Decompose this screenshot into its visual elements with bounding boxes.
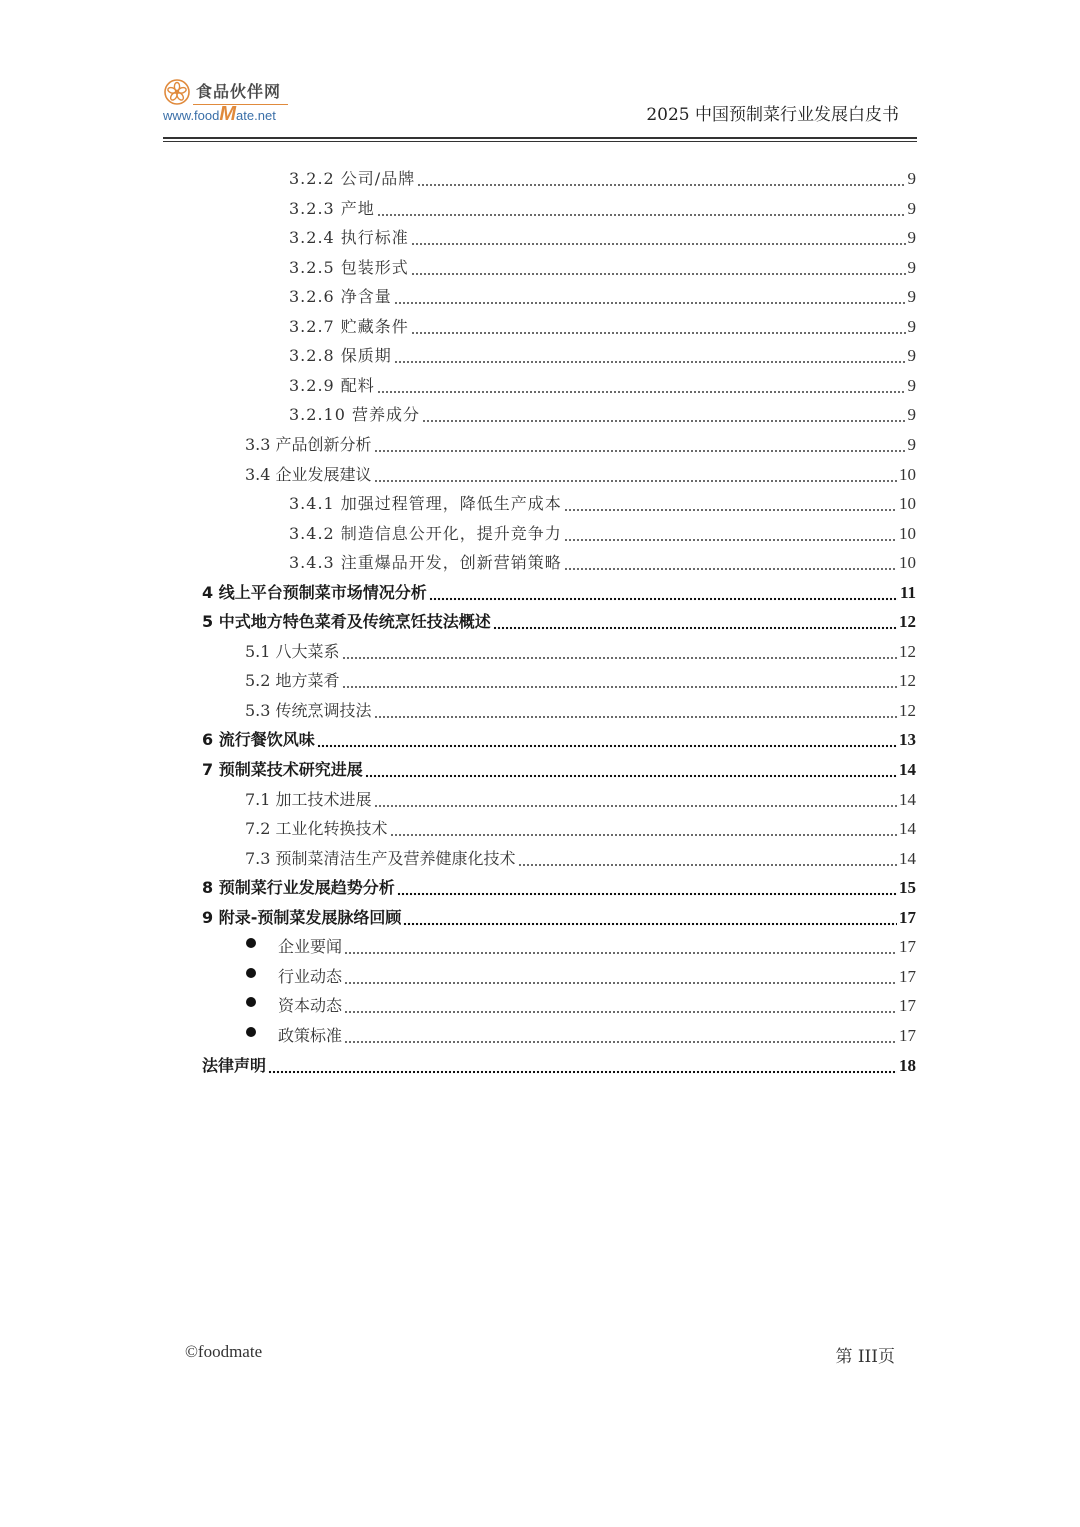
toc-entry[interactable] [202, 756, 916, 780]
toc-entry-label: 法律声明 [202, 1056, 267, 1075]
toc-entry-page: 13 [899, 730, 916, 749]
toc-entry-page: 17 [899, 996, 916, 1015]
toc-entry-page: 9 [907, 435, 916, 454]
toc-entry-page: 17 [899, 908, 916, 927]
toc-dot-leader [342, 640, 897, 660]
toc-dot-leader [417, 167, 905, 187]
toc-entry-page: 9 [907, 228, 916, 247]
toc-entry-label: 3.2.5 包装形式 [289, 258, 409, 277]
toc-entry[interactable] [289, 224, 916, 248]
toc-entry-page: 10 [899, 465, 916, 484]
toc-entry-page: 9 [907, 405, 916, 424]
toc-entry[interactable] [245, 697, 916, 721]
toc-entry-text: 企业要闻 [278, 937, 343, 956]
toc-entry[interactable] [245, 461, 916, 485]
logo-url-suffix: ate.net [236, 108, 276, 123]
flower-emblem-icon [164, 79, 190, 105]
toc-entry-page: 9 [907, 169, 916, 188]
footer-copyright: ©foodmate [185, 1342, 263, 1361]
toc-entry-page: 17 [899, 1026, 916, 1045]
toc-entry-label: 3.2.7 贮藏条件 [289, 317, 409, 336]
page-header [163, 76, 917, 140]
logo-url-mid: M [219, 103, 237, 125]
toc-entry-page: 12 [899, 701, 916, 720]
toc-entry-page: 14 [899, 819, 916, 838]
toc-entry-label: 3.4 企业发展建议 [245, 465, 372, 484]
toc-entry[interactable] [289, 165, 916, 189]
toc-entry-page: 12 [899, 612, 916, 631]
toc-entry-label: 9 附录-预制菜发展脉络回顾 [202, 908, 402, 927]
toc-entry-label: 7 预制菜技术研究进展 [202, 760, 363, 779]
toc-dot-leader [411, 315, 906, 335]
toc-entry-label: 3.4.3 注重爆品开发，创新营销策略 [289, 553, 562, 572]
header-rule-thick [163, 137, 917, 139]
toc-entry-page: 17 [899, 967, 916, 986]
toc-entry[interactable] [245, 845, 916, 869]
toc-entry[interactable] [202, 1052, 916, 1076]
toc-entry-text: 资本动态 [278, 996, 343, 1015]
toc-dot-leader [342, 669, 897, 689]
bullet-icon [246, 938, 256, 948]
toc-dot-leader [411, 226, 906, 246]
toc-entry[interactable] [245, 815, 916, 839]
toc-entry-label: 3.2.8 保质期 [289, 346, 392, 365]
toc-entry-label: 3.2.2 公司/品牌 [289, 169, 416, 188]
document-title: 2025 中国预制菜行业发展白皮书 [646, 105, 899, 125]
toc-entry-page: 15 [899, 878, 916, 897]
toc-entry-text: 行业动态 [278, 967, 343, 986]
toc-entry-label: 8 预制菜行业发展趋势分析 [202, 878, 395, 897]
logo-url [163, 103, 276, 125]
toc-entry[interactable] [202, 579, 916, 603]
toc-dot-leader [317, 728, 897, 748]
toc-entry[interactable] [246, 963, 916, 987]
toc-dot-leader [374, 788, 897, 808]
toc-entry[interactable] [246, 1022, 916, 1046]
toc-dot-leader [394, 285, 906, 305]
toc-dot-leader [493, 610, 897, 630]
toc-entry-label: 3.2.3 产地 [289, 199, 375, 218]
toc-entry-text: 政策标准 [278, 1026, 343, 1045]
toc-dot-leader [403, 906, 897, 926]
toc-dot-leader [394, 344, 906, 364]
toc-entry-page: 9 [907, 376, 916, 395]
toc-entry[interactable] [289, 372, 916, 396]
toc-dot-leader [422, 403, 906, 423]
toc-entry[interactable] [289, 313, 916, 337]
toc-entry-label: 7.1 加工技术进展 [245, 790, 372, 809]
toc-entry-label: 3.2.4 执行标准 [289, 228, 409, 247]
toc-entry[interactable] [245, 431, 916, 455]
toc-dot-leader [564, 492, 897, 512]
toc-entry[interactable] [245, 667, 916, 691]
toc-dot-leader [374, 463, 897, 483]
toc-dot-leader [344, 965, 897, 985]
toc-entry-page: 9 [907, 258, 916, 277]
toc-entry-page: 18 [899, 1056, 916, 1075]
logo-divider [193, 104, 288, 105]
toc-entry-label: 5.3 传统烹调技法 [245, 701, 372, 720]
toc-dot-leader [344, 935, 897, 955]
toc-entry[interactable] [289, 549, 916, 573]
toc-dot-leader [344, 994, 897, 1014]
bullet-icon [246, 997, 256, 1007]
toc-entry-page: 14 [899, 760, 916, 779]
logo-chinese-name: 食品伙伴网 [196, 82, 282, 101]
toc-entry-label: 5.1 八大菜系 [245, 642, 340, 661]
toc-entry-label: 3.2.6 净含量 [289, 287, 392, 306]
toc-entry-label: 7.3 预制菜清洁生产及营养健康化技术 [245, 849, 516, 868]
toc-entry-page: 10 [899, 524, 916, 543]
toc-entry-label: 7.2 工业化转换技术 [245, 819, 388, 838]
toc-entry[interactable] [289, 254, 916, 278]
toc-entry-page: 9 [907, 199, 916, 218]
toc-entry-label: 3.3 产品创新分析 [245, 435, 372, 454]
logo-url-prefix: www.food [163, 108, 220, 123]
toc-dot-leader [374, 699, 897, 719]
toc-entry[interactable] [289, 520, 916, 544]
toc-entry-label: 5 中式地方特色菜肴及传统烹饪技法概述 [202, 612, 491, 631]
toc-entry[interactable] [245, 786, 916, 810]
toc-entry-page: 14 [899, 790, 916, 809]
header-rule-thin [163, 141, 917, 142]
toc-entry[interactable] [202, 726, 916, 750]
toc-entry-label: 3.4.2 制造信息公开化，提升竞争力 [289, 524, 562, 543]
bullet-icon [246, 968, 256, 978]
toc-entry-label [246, 967, 344, 987]
toc-entry-label: 3.2.10 营养成分 [289, 405, 420, 424]
toc-dot-leader [397, 876, 897, 896]
toc-entry[interactable] [245, 638, 916, 662]
toc-entry[interactable] [202, 904, 916, 928]
toc-entry-page: 11 [899, 583, 916, 602]
toc-entry[interactable] [289, 401, 916, 425]
toc-entry-page: 12 [899, 671, 916, 690]
toc-entry[interactable] [289, 342, 916, 366]
toc-dot-leader [374, 433, 906, 453]
toc-entry-page: 12 [899, 642, 916, 661]
toc-dot-leader [411, 256, 906, 276]
toc-entry[interactable] [246, 933, 916, 957]
toc-entry-page: 9 [907, 346, 916, 365]
toc-dot-leader [344, 1024, 897, 1044]
toc-entry-label: 3.4.1 加强过程管理，降低生产成本 [289, 494, 562, 513]
toc-entry-label [246, 937, 344, 957]
toc-entry-label: 5.2 地方菜肴 [245, 671, 340, 690]
toc-entry-page: 9 [907, 287, 916, 306]
toc-entry-page: 9 [907, 317, 916, 336]
toc-entry[interactable] [289, 195, 916, 219]
toc-entry[interactable] [289, 490, 916, 514]
toc-entry-label: 6 流行餐饮风味 [202, 730, 315, 749]
toc-dot-leader [377, 374, 906, 394]
toc-entry-label [246, 1026, 344, 1046]
toc-dot-leader [390, 817, 897, 837]
footer-page-number: 第 III页 [835, 1347, 895, 1367]
toc-entry-label: 3.2.9 配料 [289, 376, 375, 395]
toc-dot-leader [365, 758, 897, 778]
toc-entry[interactable] [246, 992, 916, 1016]
toc-dot-leader [518, 847, 897, 867]
toc-dot-leader [564, 522, 897, 542]
toc-dot-leader [377, 197, 906, 217]
toc-entry-page: 14 [899, 849, 916, 868]
toc-entry-label [246, 996, 344, 1016]
bullet-icon [246, 1027, 256, 1037]
toc-entry-page: 10 [899, 553, 916, 572]
toc-dot-leader [268, 1054, 897, 1074]
toc-dot-leader [429, 581, 898, 601]
toc-entry-page: 10 [899, 494, 916, 513]
toc-dot-leader [564, 551, 897, 571]
toc-entry[interactable] [202, 608, 916, 632]
toc-entry-label: 4 线上平台预制菜市场情况分析 [202, 583, 427, 602]
toc-entry[interactable] [289, 283, 916, 307]
toc-entry[interactable] [202, 874, 916, 898]
foodmate-logo [163, 76, 303, 128]
toc-entry-page: 17 [899, 937, 916, 956]
